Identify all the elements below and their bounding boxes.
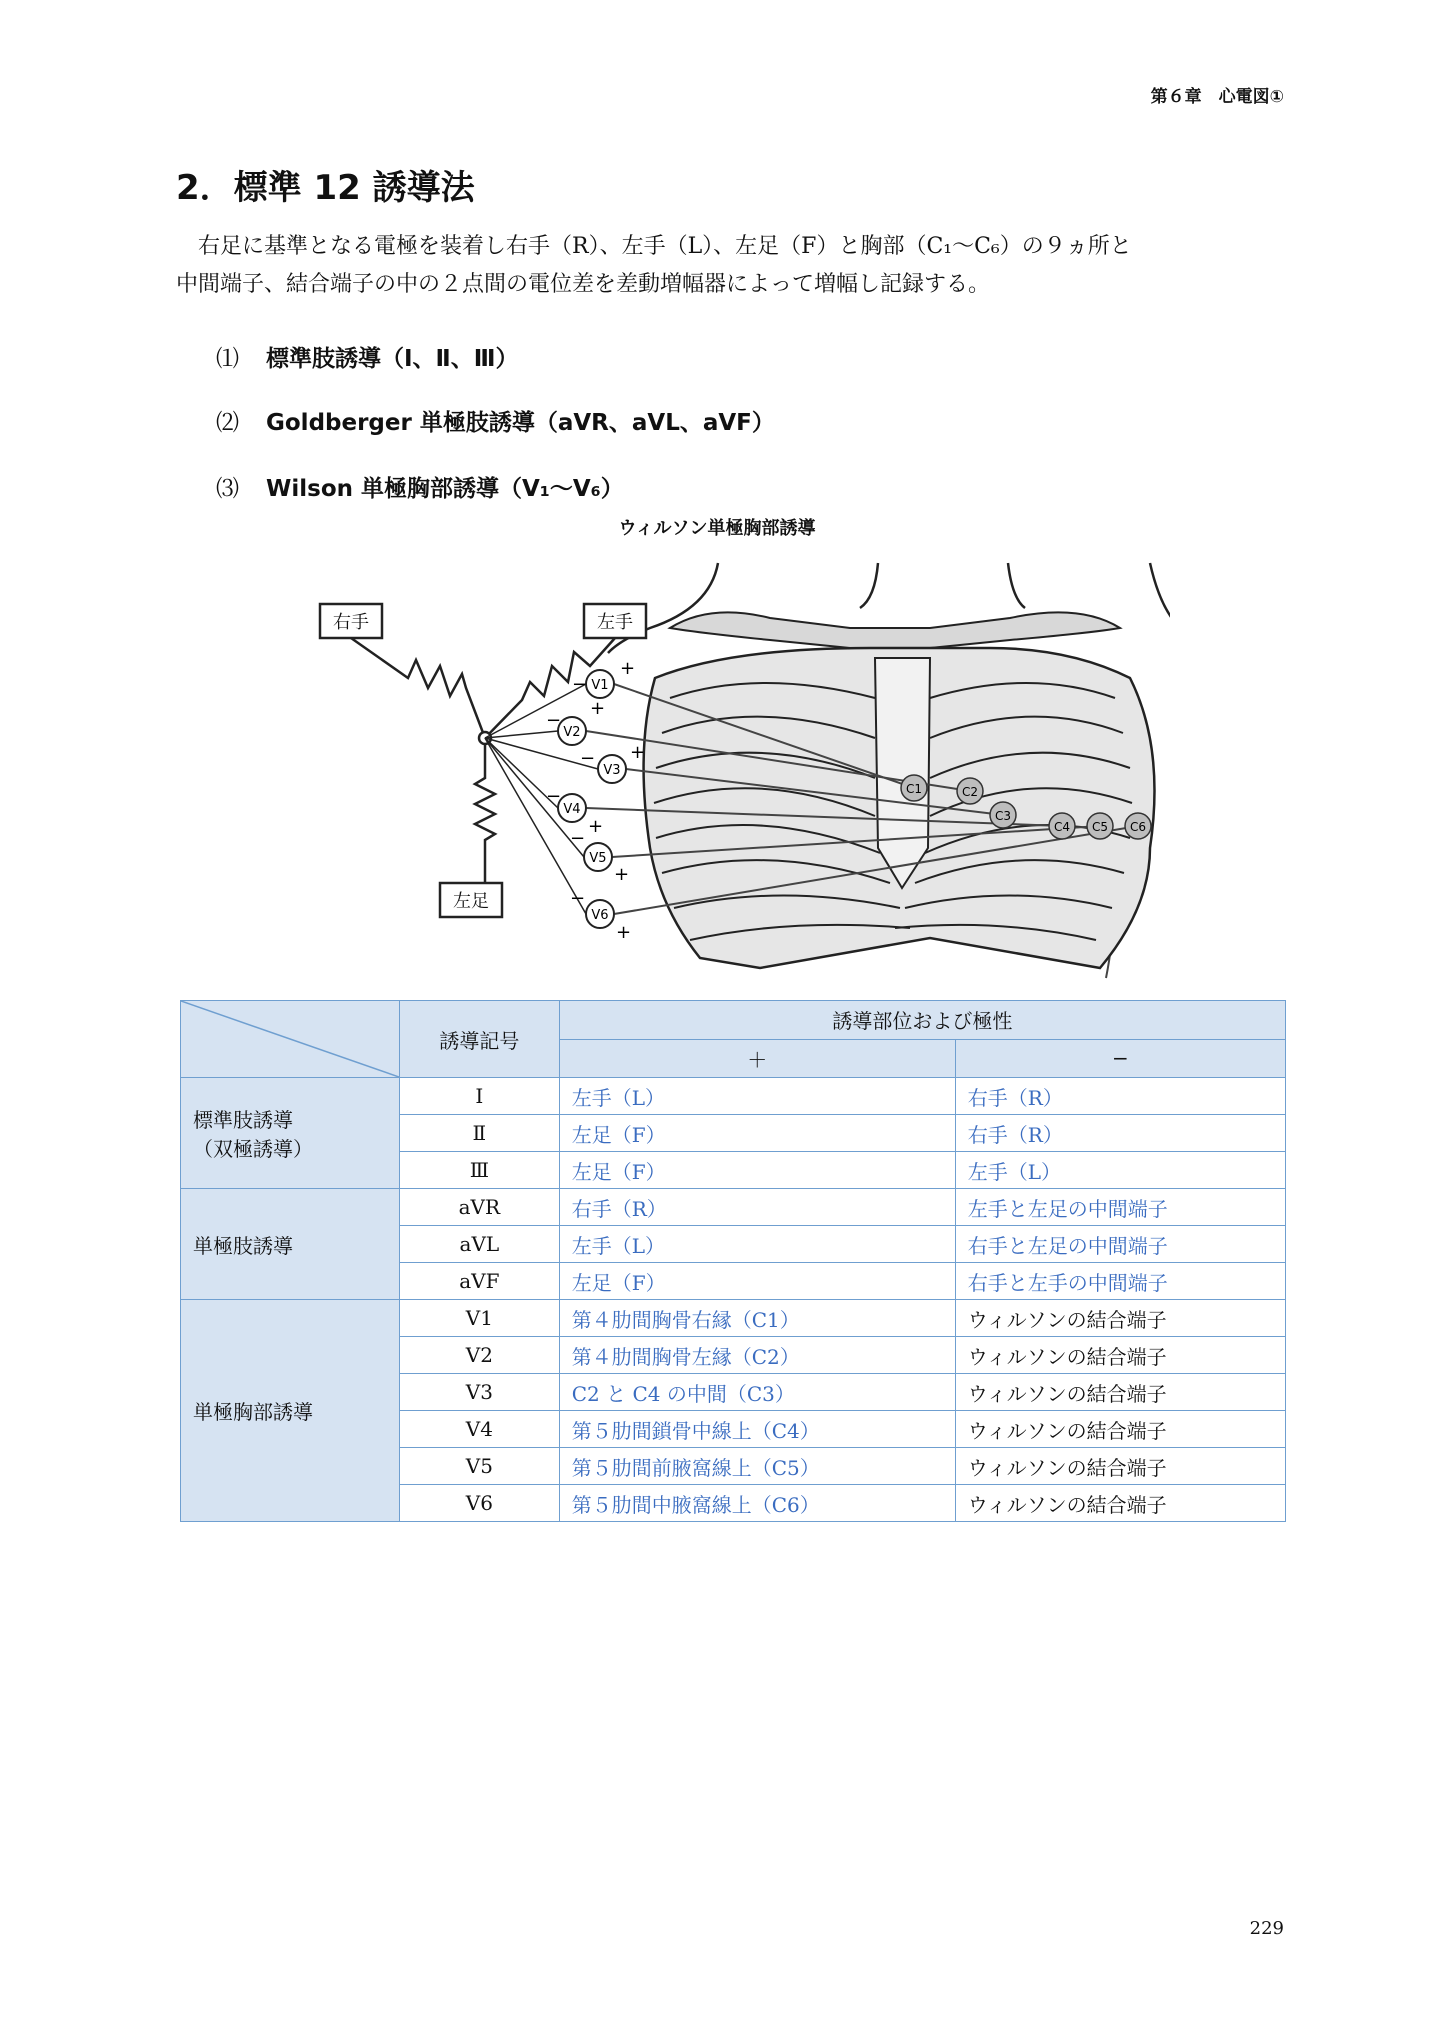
group-unipolar-limb: 単極肢誘導	[181, 1189, 400, 1300]
minus-site: ウィルソンの結合端子	[955, 1448, 1285, 1485]
lead-symbol: aVR	[400, 1189, 560, 1226]
svg-text:−: −	[546, 786, 562, 807]
left-hand-terminal	[584, 604, 646, 638]
plus-site: 第５肋間鎖骨中線上（C4）	[559, 1411, 955, 1448]
rib-cage	[644, 612, 1155, 968]
subsection-2-number: ⑵	[216, 410, 239, 436]
electrode-c3	[990, 802, 1016, 828]
svg-text:+: +	[588, 816, 604, 837]
minus-site: 左手と左足の中間端子	[955, 1189, 1285, 1226]
lead-symbol: V2	[400, 1337, 560, 1374]
lead-symbol: V3	[400, 1374, 560, 1411]
minus-site: 右手と左手の中間端子	[955, 1263, 1285, 1300]
header-minus: −	[955, 1039, 1285, 1078]
svg-text:V4: V4	[563, 802, 581, 817]
plus-site: 第４肋間胸骨右縁（C1）	[559, 1300, 955, 1337]
svg-text:−: −	[570, 888, 586, 909]
svg-text:+: +	[616, 922, 632, 943]
subsection-1-title: 標準肢誘導（Ⅰ、Ⅱ、Ⅲ）	[266, 346, 519, 372]
corner-diagonal	[181, 1001, 399, 1077]
minus-site: 右手（R）	[955, 1115, 1285, 1152]
electrode-c6	[1125, 813, 1151, 839]
minus-site: 右手（R）	[955, 1078, 1285, 1115]
wilson-lead-diagram	[290, 548, 1170, 988]
svg-text:V1: V1	[591, 678, 609, 693]
electrode-c4	[1049, 813, 1075, 839]
svg-text:V2: V2	[563, 725, 581, 740]
plus-site: 左足（F）	[559, 1115, 955, 1152]
lead-table	[180, 1000, 1286, 1522]
intro-line-1: 右足に基準となる電極を装着し右手（R）、左手（L）、左足（F）と胸部（C₁〜C₆）の９ヵ所と	[198, 234, 1132, 259]
svg-text:−: −	[570, 828, 586, 849]
lead-v2	[546, 698, 605, 745]
svg-text:−: −	[580, 748, 596, 769]
header-plus: ＋	[559, 1039, 955, 1078]
svg-text:C1: C1	[905, 782, 923, 796]
lead-symbol: V6	[400, 1485, 560, 1522]
group-unipolar-chest: 単極胸部誘導	[181, 1300, 400, 1522]
plus-site: 左手（L）	[559, 1078, 955, 1115]
subsection-1	[216, 340, 518, 373]
subsection-3	[216, 470, 624, 503]
plus-site: C2 と C4 の中間（C3）	[559, 1374, 955, 1411]
electrode-c5	[1087, 813, 1113, 839]
chapter-header: 第６章 心電図①	[1150, 87, 1284, 107]
lead-symbol: V1	[400, 1300, 560, 1337]
subsection-3-title: Wilson 単極胸部誘導（V₁〜V₆）	[266, 476, 624, 502]
lead-v6	[570, 888, 631, 943]
minus-site: 右手と左足の中間端子	[955, 1226, 1285, 1263]
subsection-2-title: Goldberger 単極肢誘導（aVR、aVL、aVF）	[266, 410, 775, 436]
left-hand-label: 左手	[597, 612, 633, 633]
minus-site: 左手（L）	[955, 1152, 1285, 1189]
electrode-c2	[957, 778, 983, 804]
lead-symbol: aVF	[400, 1263, 560, 1300]
plus-site: 左手（L）	[559, 1226, 955, 1263]
plus-site: 第５肋間前腋窩線上（C5）	[559, 1448, 955, 1485]
subsection-1-number: ⑴	[216, 346, 239, 372]
lead-symbol: aVL	[400, 1226, 560, 1263]
svg-text:−: −	[572, 674, 588, 695]
plus-site: 左足（F）	[559, 1152, 955, 1189]
table-row	[181, 1189, 1286, 1226]
header-lead-site: 誘導部位および極性	[559, 1001, 1285, 1040]
header-lead-symbol: 誘導記号	[400, 1001, 560, 1078]
svg-text:−: −	[546, 710, 562, 731]
minus-site: ウィルソンの結合端子	[955, 1300, 1285, 1337]
lead-v1	[572, 658, 635, 698]
subsection-2	[216, 404, 775, 437]
minus-site: ウィルソンの結合端子	[955, 1374, 1285, 1411]
svg-text:C6: C6	[1129, 820, 1147, 834]
svg-text:V6: V6	[591, 908, 609, 923]
electrode-c1	[901, 775, 927, 801]
plus-site: 第５肋間中腋窩線上（C6）	[559, 1485, 955, 1522]
svg-text:C3: C3	[994, 809, 1012, 823]
minus-site: ウィルソンの結合端子	[955, 1337, 1285, 1374]
subsection-3-number: ⑶	[216, 476, 239, 502]
svg-text:V5: V5	[589, 851, 607, 866]
left-foot-terminal	[440, 883, 502, 917]
table-row	[181, 1300, 1286, 1337]
lead-symbol: V4	[400, 1411, 560, 1448]
lead-symbol: Ⅰ	[400, 1078, 560, 1115]
lead-symbol: V5	[400, 1448, 560, 1485]
minus-site: ウィルソンの結合端子	[955, 1485, 1285, 1522]
section-title: 2．標準 12 誘導法	[176, 168, 475, 208]
minus-site: ウィルソンの結合端子	[955, 1411, 1285, 1448]
right-hand-terminal	[320, 604, 382, 638]
plus-site: 第４肋間胸骨左縁（C2）	[559, 1337, 955, 1374]
plus-site: 右手（R）	[559, 1189, 955, 1226]
right-hand-label: 右手	[333, 612, 369, 633]
intro-line-2: 中間端子、結合端子の中の２点間の電位差を差動増幅器によって増幅し記録する。	[176, 272, 991, 297]
left-foot-label: 左足	[453, 891, 489, 912]
figure-title: ウィルソン単極胸部誘導	[618, 518, 816, 539]
svg-text:+: +	[630, 742, 646, 763]
svg-text:+: +	[620, 658, 636, 679]
table-corner-cell	[181, 1001, 400, 1078]
svg-text:C2: C2	[961, 785, 979, 799]
svg-text:C4: C4	[1053, 820, 1071, 834]
svg-text:+: +	[614, 864, 630, 885]
svg-text:C5: C5	[1091, 820, 1109, 834]
plus-site: 左足（F）	[559, 1263, 955, 1300]
group-standard-limb: 標準肢誘導 （双極誘導）	[181, 1078, 400, 1189]
table-row	[181, 1078, 1286, 1115]
page-number: 229	[1249, 1918, 1284, 1939]
svg-text:V3: V3	[603, 763, 621, 778]
lead-v3	[580, 742, 645, 783]
intro-paragraph	[176, 228, 1286, 304]
svg-text:+: +	[590, 698, 606, 719]
lead-symbol: Ⅱ	[400, 1115, 560, 1152]
lead-symbol: Ⅲ	[400, 1152, 560, 1189]
